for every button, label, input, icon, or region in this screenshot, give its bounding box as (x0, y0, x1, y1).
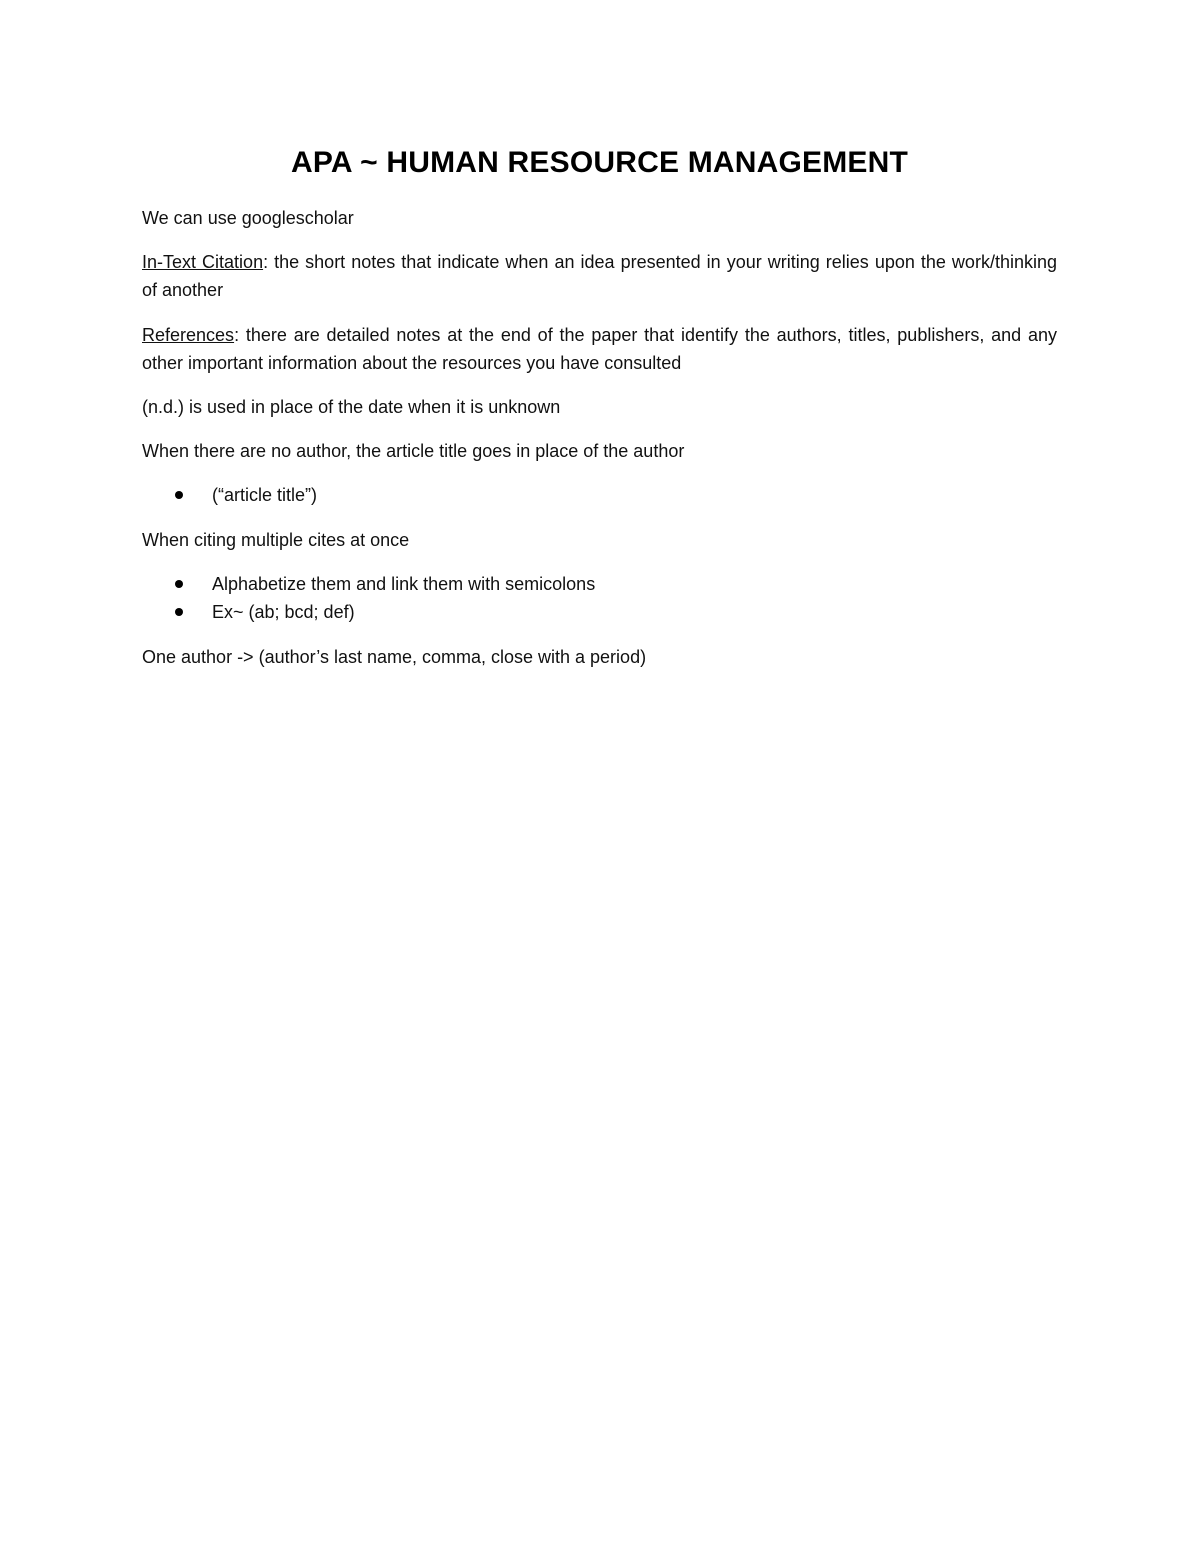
one-author-note: One author -> (author’s last name, comma, close with a period) (142, 647, 647, 667)
list-item (142, 570, 1057, 598)
multiple-citations-note: When citing multiple cites at once (142, 530, 410, 550)
document-title: APA ~ HUMAN RESOURCE MANAGEMENT (290, 146, 909, 179)
in-text-citation-definition (142, 248, 1057, 304)
in-text-citation-text: the short notes that indicate when an idea presented in your writing relies upon the work/thinking of another (142, 252, 1057, 300)
document-body (142, 140, 1057, 671)
bullet-dot-icon (175, 491, 183, 499)
references-definition (142, 321, 1057, 377)
references-term: References (142, 325, 235, 345)
google-scholar-note: We can use googlescholar (142, 208, 354, 228)
nd-date-note: (n.d.) is used in place of the date when it is unknown (142, 397, 561, 417)
list-item (142, 598, 1057, 626)
list-item-text: Ex~ (ab; bcd; def) (212, 602, 355, 622)
list-item (142, 481, 1057, 509)
list-item-text: (“article title”) (212, 485, 318, 505)
no-author-bullet-list (142, 481, 1057, 509)
in-text-citation-colon: : (263, 252, 269, 272)
in-text-citation-term: In-Text Citation (142, 252, 264, 272)
bullet-dot-icon (175, 608, 183, 616)
list-item-text: Alphabetize them and link them with semicolons (212, 574, 596, 594)
bullet-dot-icon (175, 580, 183, 588)
multiple-citations-bullet-list (142, 570, 1057, 626)
references-text: there are detailed notes at the end of the paper that identify the authors, titles, publishers, and any other important information about the resources you have consulted (142, 325, 1057, 373)
references-colon: : (234, 325, 240, 345)
no-author-note: When there are no author, the article title goes in place of the author (142, 441, 685, 461)
